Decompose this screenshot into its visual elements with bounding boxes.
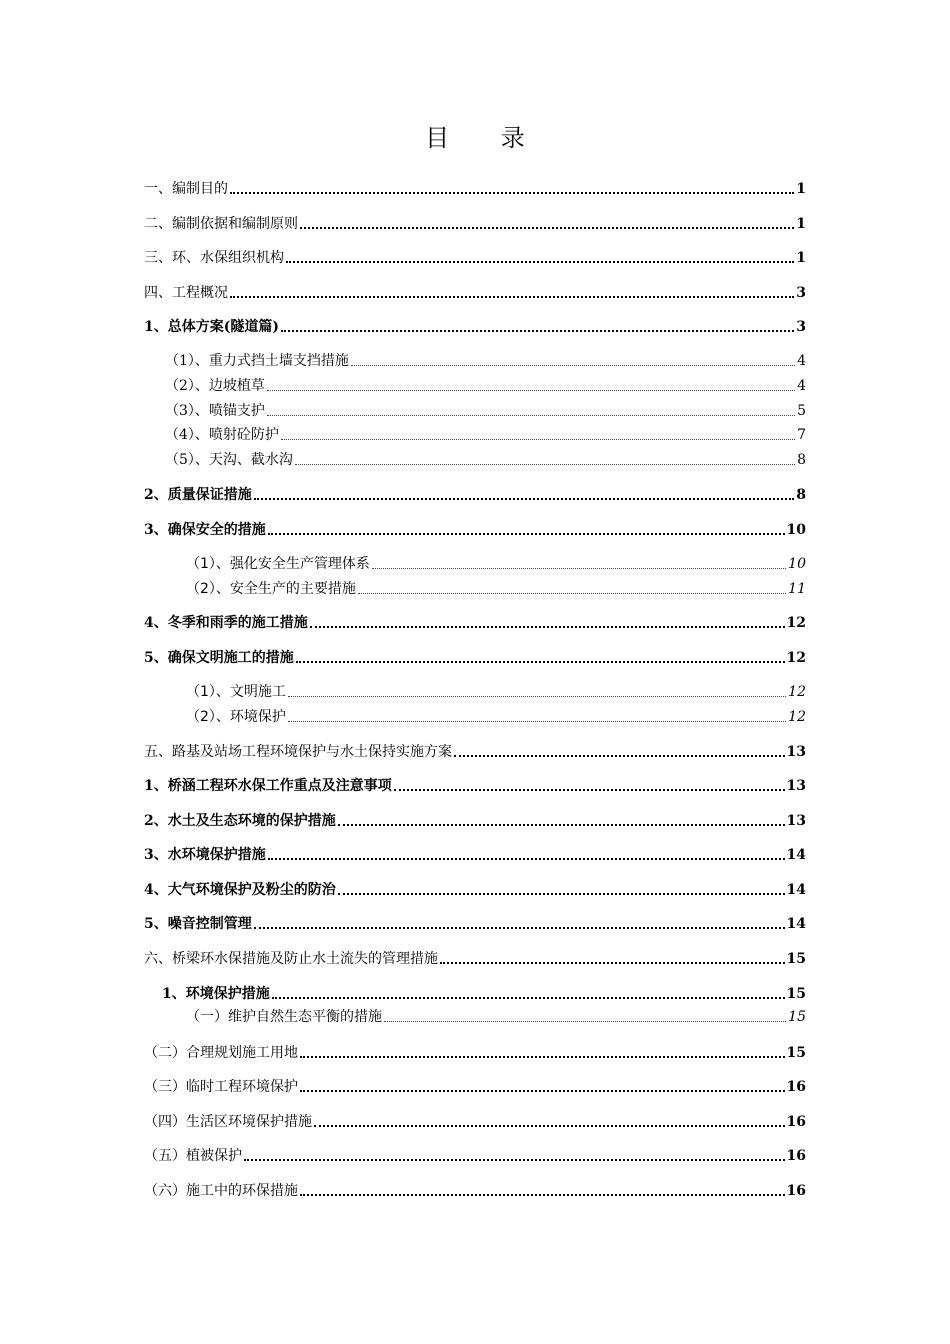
toc-subentry[interactable] xyxy=(186,553,806,573)
leader-dots xyxy=(300,1090,785,1092)
toc-entry-page: 13 xyxy=(786,778,806,794)
leader-dots xyxy=(300,227,794,229)
toc-title: 目 录 xyxy=(425,124,547,152)
leader-dots xyxy=(394,789,785,791)
toc-entry-page: 1 xyxy=(796,216,806,232)
toc-entry[interactable] xyxy=(144,913,806,933)
toc-entry[interactable] xyxy=(144,519,806,539)
toc-entry-page: 12 xyxy=(786,615,806,631)
leader-dots xyxy=(268,858,785,860)
toc-entry-page: 7 xyxy=(797,427,806,443)
toc-entry-page: 4 xyxy=(797,353,806,369)
toc-entry-page: 15 xyxy=(788,1009,806,1025)
leader-dots xyxy=(281,439,795,440)
leader-dots xyxy=(288,696,786,697)
toc-entry[interactable] xyxy=(144,316,806,336)
toc-entry-page: 8 xyxy=(796,487,806,503)
leader-dots xyxy=(286,261,794,263)
toc-entry-page: 15 xyxy=(786,986,806,1002)
toc-entry-page: 15 xyxy=(786,951,806,967)
toc-entry-page: 16 xyxy=(786,1183,806,1199)
leader-dots xyxy=(338,893,785,895)
toc-entry-page: 14 xyxy=(786,882,806,898)
toc-entry[interactable] xyxy=(144,647,806,667)
toc-entry-label: （四）生活区环境保护措施 xyxy=(144,1114,312,1130)
toc-entry-page: 11 xyxy=(788,581,806,597)
leader-dots xyxy=(230,296,794,298)
toc-entry-label: 4、冬季和雨季的施工措施 xyxy=(144,615,308,631)
toc-entry-page: 13 xyxy=(786,744,806,760)
toc-entry[interactable] xyxy=(144,775,806,795)
toc-entry[interactable] xyxy=(144,948,806,968)
toc-subentry[interactable] xyxy=(186,1006,806,1026)
toc-entry-label: 3、水环境保护措施 xyxy=(144,847,266,863)
leader-dots xyxy=(351,365,795,366)
toc-entry-page: 8 xyxy=(797,452,806,468)
toc-subentry[interactable] xyxy=(165,424,806,444)
toc-subentry[interactable] xyxy=(186,681,806,701)
toc-subentry[interactable] xyxy=(186,706,806,726)
toc-entry-label: 1、环境保护措施 xyxy=(162,986,270,1002)
toc-entry-label: （3）、喷锚支护 xyxy=(165,403,265,419)
toc-entry-label: （五）植被保护 xyxy=(144,1148,242,1164)
toc-entry-page: 15 xyxy=(786,1045,806,1061)
toc-entry[interactable] xyxy=(144,1145,806,1165)
toc-entry-label: （2）、环境保护 xyxy=(186,709,286,725)
leader-dots xyxy=(295,464,795,465)
toc-entry-page: 10 xyxy=(786,522,806,538)
leader-dots xyxy=(372,568,786,569)
toc-entry-label: 五、路基及站场工程环境保护与水土保持实施方案 xyxy=(144,744,452,760)
toc-entry[interactable] xyxy=(144,178,806,198)
toc-entry[interactable] xyxy=(144,282,806,302)
leader-dots xyxy=(358,593,786,594)
leader-dots xyxy=(384,1021,786,1022)
toc-entry-page: 12 xyxy=(786,650,806,666)
toc-subentry[interactable] xyxy=(165,400,806,420)
toc-entry[interactable] xyxy=(144,612,806,632)
toc-entry-label: 3、确保安全的措施 xyxy=(144,522,266,538)
toc-entry-label: （1）、重力式挡土墙支挡措施 xyxy=(165,353,349,369)
toc-entry-label: （2）、边坡植草 xyxy=(165,378,265,394)
toc-entry-label: （5）、天沟、截水沟 xyxy=(165,452,293,468)
toc-entry-page: 13 xyxy=(786,813,806,829)
toc-entry-label: （4）、喷射砼防护 xyxy=(165,427,279,443)
toc-entry-label: 5、噪音控制管理 xyxy=(144,916,252,932)
toc-entry[interactable] xyxy=(144,1180,806,1200)
toc-entry-label: （2）、安全生产的主要措施 xyxy=(186,581,356,597)
toc-entry[interactable] xyxy=(144,844,806,864)
leader-dots xyxy=(314,1125,785,1127)
toc-entry[interactable] xyxy=(144,1042,806,1062)
leader-dots xyxy=(300,1056,785,1058)
toc-entry-label: 1、桥涵工程环水保工作重点及注意事项 xyxy=(144,778,392,794)
toc-entry-label: 一、编制目的 xyxy=(144,181,228,197)
toc-entry-label: 二、编制依据和编制原则 xyxy=(144,216,298,232)
leader-dots xyxy=(254,498,795,500)
leader-dots xyxy=(272,997,785,999)
toc-entry-page: 16 xyxy=(786,1148,806,1164)
leader-dots xyxy=(244,1159,785,1161)
toc-entry-label: （二）合理规划施工用地 xyxy=(144,1045,298,1061)
toc-entry-label: 1、总体方案(隧道篇) xyxy=(144,319,279,335)
leader-dots xyxy=(268,533,785,535)
toc-entry[interactable] xyxy=(144,1076,806,1096)
toc-entry[interactable] xyxy=(144,247,806,267)
toc-entry[interactable] xyxy=(144,1111,806,1131)
toc-entry-label: （六）施工中的环保措施 xyxy=(144,1183,298,1199)
toc-entry-page: 12 xyxy=(788,709,806,725)
leader-dots xyxy=(267,415,795,416)
toc-entry-page: 1 xyxy=(796,250,806,266)
toc-entry[interactable] xyxy=(144,484,806,504)
toc-subentry[interactable] xyxy=(186,578,806,598)
toc-entry-page: 14 xyxy=(786,847,806,863)
leader-dots xyxy=(338,824,785,826)
leader-dots xyxy=(281,330,794,332)
leader-dots xyxy=(454,755,785,757)
toc-entry-label: 2、水土及生态环境的保护措施 xyxy=(144,813,336,829)
toc-entry-label: 4、大气环境保护及粉尘的防治 xyxy=(144,882,336,898)
toc-entry-page: 5 xyxy=(797,403,806,419)
leader-dots xyxy=(300,1194,785,1196)
toc-entry-label: 六、桥梁环水保措施及防止水土流失的管理措施 xyxy=(144,951,438,967)
toc-entry-label: 5、确保文明施工的措施 xyxy=(144,650,294,666)
toc-entry-label: 三、环、水保组织机构 xyxy=(144,250,284,266)
toc-entry[interactable] xyxy=(144,213,806,233)
toc-entry-label: （一）维护自然生态平衡的措施 xyxy=(186,1009,382,1025)
toc-entry-page: 4 xyxy=(797,378,806,394)
toc-entry-page: 14 xyxy=(786,916,806,932)
leader-dots xyxy=(230,192,794,194)
leader-dots xyxy=(310,626,785,628)
toc-subentry[interactable] xyxy=(165,449,806,469)
toc-entry-page: 3 xyxy=(796,285,806,301)
leader-dots xyxy=(296,661,785,663)
toc-entry-label: （1）、强化安全生产管理体系 xyxy=(186,556,370,572)
leader-dots xyxy=(267,390,795,391)
toc-entry[interactable] xyxy=(144,810,806,830)
toc-entry-label: （三）临时工程环境保护 xyxy=(144,1079,298,1095)
leader-dots xyxy=(288,721,786,722)
toc-entry-page: 16 xyxy=(786,1114,806,1130)
toc-entry-label: 2、质量保证措施 xyxy=(144,487,252,503)
toc-entry[interactable] xyxy=(144,879,806,899)
leader-dots xyxy=(254,927,785,929)
toc-entry[interactable] xyxy=(162,983,806,1003)
toc-entry-page: 10 xyxy=(788,556,806,572)
toc-entry-page: 12 xyxy=(788,684,806,700)
toc-subentry[interactable] xyxy=(165,350,806,370)
toc-entry-label: （1）、文明施工 xyxy=(186,684,286,700)
toc-entry[interactable] xyxy=(144,741,806,761)
toc-subentry[interactable] xyxy=(165,375,806,395)
toc-entry-page: 16 xyxy=(786,1079,806,1095)
toc-entry-page: 1 xyxy=(796,181,806,197)
toc-entry-label: 四、工程概况 xyxy=(144,285,228,301)
toc-entry-page: 3 xyxy=(796,319,806,335)
leader-dots xyxy=(440,962,785,964)
